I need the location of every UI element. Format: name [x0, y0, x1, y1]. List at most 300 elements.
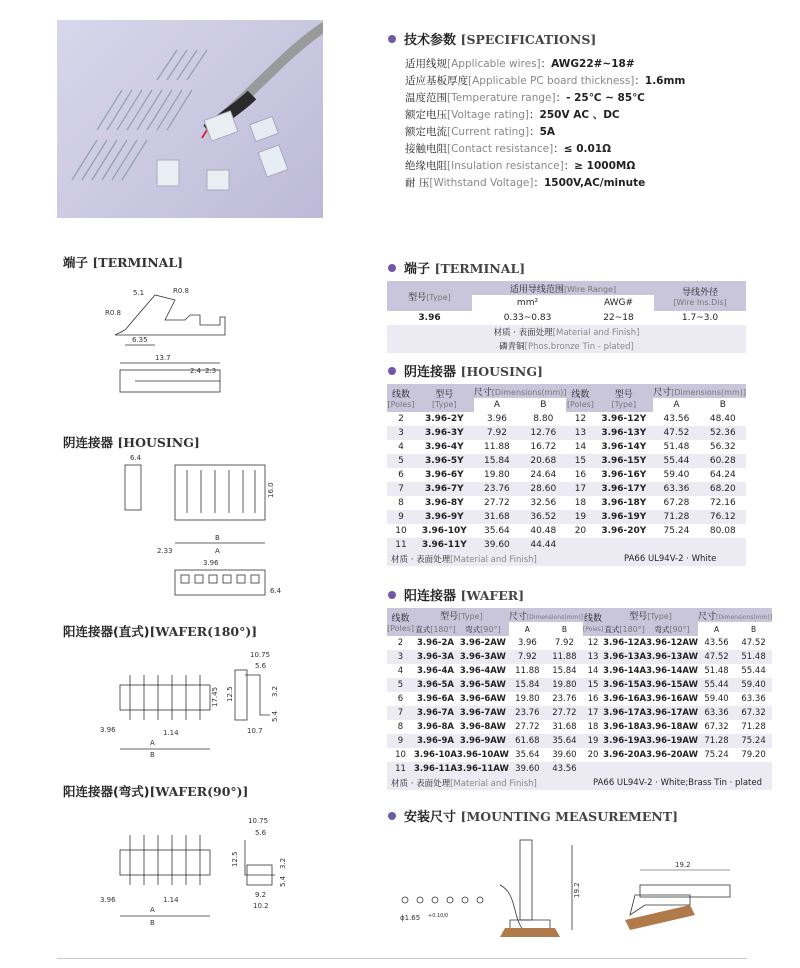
wafer-title-cn: 阳连接器: [404, 589, 457, 604]
th-type: [415, 384, 474, 412]
table-cell: 3.96-15Y: [601, 456, 647, 466]
table-cell: 40.48: [530, 526, 557, 536]
table-cell: 3.96-2Y: [424, 414, 464, 424]
table-cell: 28.60: [530, 484, 557, 494]
table-cell: 15.84: [515, 680, 540, 690]
dim-label: 2.33: [157, 547, 173, 555]
spec-row: [405, 73, 685, 90]
table-cell: 35.64: [515, 750, 540, 760]
spec-sep: ：: [563, 160, 575, 172]
table-cell: 3.96-3Y: [424, 428, 464, 438]
table-cell: 3.96-20AW: [646, 750, 698, 760]
table-cell: 3.96-13AW: [646, 652, 698, 662]
table-cell: 3.96-18Y: [601, 498, 647, 508]
dim-label: 17.45: [211, 686, 219, 707]
th-bent: [646, 622, 698, 636]
table-cell: 11: [395, 764, 406, 774]
th-dim-en: [Dimensions(mm)]: [526, 613, 583, 621]
dim-label: 12.5: [231, 851, 239, 867]
table-cell: 47.52: [704, 652, 729, 662]
th-dim: [698, 608, 772, 622]
table-cell: 7.92: [554, 638, 574, 648]
cell-dia: 1.7~3.0: [681, 313, 719, 323]
table-cell: 3.96-8AW: [459, 722, 506, 732]
table-row: [387, 678, 772, 692]
th-type: [594, 384, 653, 412]
spec-label-en: [Applicable PC board thickness]: [468, 75, 635, 87]
table-cell: 3.96-10AW: [456, 750, 509, 760]
housing-title-cn: 阴连接器: [404, 365, 457, 380]
wafer90-drawing: [100, 817, 287, 927]
table-cell: 9: [397, 736, 404, 746]
table-cell: 3.96-9AW: [459, 736, 506, 746]
table-cell: 8: [397, 722, 404, 732]
table-cell: 11.88: [484, 442, 510, 452]
table-cell: 3.96-8Y: [424, 498, 464, 508]
th-type-cn: 型号: [629, 611, 648, 622]
th-poles: [583, 608, 603, 636]
table-cell: 3.96: [517, 638, 537, 648]
dim-label: A: [215, 547, 220, 555]
table-cell: 9: [398, 512, 404, 522]
dim-label: 6.35: [132, 336, 148, 344]
wafer180-label-en: [WAFER(180°)]: [149, 624, 258, 639]
table-cell: 12: [574, 414, 587, 424]
terminal-label: [63, 253, 183, 271]
table-cell: 23.76: [484, 484, 510, 494]
th-b: B: [735, 622, 772, 636]
table-cell: 3.96-19Y: [601, 512, 647, 522]
table-cell: 3.96-9Y: [424, 512, 464, 522]
housing-title: [388, 361, 543, 380]
dim-label: 16.0: [267, 482, 275, 498]
table-row: [387, 524, 746, 538]
dim-label: 5.4: [279, 875, 287, 887]
bullet-icon: [388, 367, 396, 375]
table-cell: 59.40: [663, 470, 690, 480]
product-photo-illustration: [57, 20, 323, 218]
table-cell: 16: [574, 470, 587, 480]
terminal-material: [387, 325, 746, 339]
table-cell: 4: [397, 666, 404, 676]
th-b: B: [719, 400, 726, 410]
table-cell: 3.96-16Y: [601, 470, 647, 480]
table-row: [387, 692, 772, 706]
table-cell: 75.24: [704, 750, 729, 760]
table-cell: 15.84: [552, 666, 577, 676]
th-poles-cn: 线数: [584, 613, 603, 624]
mat-label: 材质 · 表面处理: [391, 555, 451, 565]
table-cell: 3.96: [486, 414, 507, 424]
spec-row: [405, 175, 685, 192]
terminal-title-cn: 端子: [404, 262, 431, 277]
spec-row: [405, 124, 685, 141]
table-cell: 51.48: [741, 652, 766, 662]
table-cell: 13: [587, 652, 599, 662]
table-cell: 3.96-17A: [603, 708, 647, 718]
table-cell: 17: [587, 708, 599, 718]
table-cell: 59.40: [741, 680, 766, 690]
spec-label: 额定电压: [405, 109, 447, 121]
table-cell: 13: [574, 428, 587, 438]
table-cell: 3.96-4A: [416, 666, 454, 676]
table-cell: 10: [395, 750, 406, 760]
th-poles-cn: 线数: [391, 389, 410, 400]
spec-label: 适应基板厚度: [405, 75, 468, 87]
table-row: [387, 468, 746, 482]
table-cell: 39.60: [552, 750, 577, 760]
th-bent-cn: 弯式: [654, 624, 670, 634]
th-dim-en: [Dimensions(mm)]: [491, 387, 567, 397]
mounting-drawing: [390, 825, 750, 950]
table-cell: [594, 538, 653, 552]
wafer-table: [387, 608, 772, 790]
table-cell: 3.96-12AW: [646, 638, 698, 648]
spec-label-en: [Temperature range]: [447, 92, 556, 104]
th-straight: [414, 622, 457, 636]
table-cell: 67.32: [741, 708, 766, 718]
specs-title-en: [SPECIFICATIONS]: [460, 32, 597, 47]
dim-label: A: [150, 739, 155, 747]
dim-label: ϕ1.65: [400, 914, 421, 922]
table-cell: 3.96-17Y: [601, 484, 647, 494]
spec-value: ≤ 0.01Ω: [563, 143, 612, 155]
wafer180-drawing: [100, 651, 279, 759]
mat-value-en: [Phos.bronze Tin - plated]: [524, 342, 634, 352]
housing-label-cn: 阴连接器: [63, 435, 114, 450]
spec-sep: ：: [634, 75, 645, 87]
table-cell: 19: [574, 512, 587, 522]
table-cell: 59.40: [704, 694, 729, 704]
table-cell: [653, 538, 699, 552]
table-cell: 14: [587, 666, 599, 676]
th-poles-cn: 线数: [571, 389, 590, 400]
footer-rule: [57, 958, 747, 959]
dim-label: 3.96: [100, 896, 116, 904]
th-awg: AWG#: [603, 298, 634, 309]
table-cell: 3.96-10Y: [421, 526, 467, 536]
table-cell: 20.68: [530, 456, 557, 466]
th-type: [603, 608, 698, 622]
th-dim-cn: 尺寸: [473, 387, 492, 398]
table-cell: 3.96-12A: [603, 638, 647, 648]
spec-value: - 25℃ ~ 85℃: [566, 92, 645, 104]
table-cell: 6: [397, 694, 404, 704]
table-cell: 12: [587, 638, 599, 648]
table-cell: 27.72: [484, 498, 510, 508]
table-cell: 11: [395, 540, 407, 550]
table-cell: 3.96-4AW: [459, 666, 506, 676]
table-cell: 3.96-14A: [603, 666, 647, 676]
wafer-material: [387, 776, 583, 790]
table-cell: 3.96-16AW: [646, 694, 698, 704]
th-poles: [566, 384, 594, 412]
table-cell: 3.96-17AW: [646, 708, 698, 718]
table-cell: 55.44: [663, 456, 690, 466]
th-range: [472, 281, 654, 295]
th-range-en: [Wire Range]: [563, 284, 617, 294]
table-cell: 6: [398, 470, 404, 480]
th-type: [387, 281, 472, 311]
table-row: [387, 664, 772, 678]
table-cell: 71.28: [663, 512, 690, 522]
dim-label: R0.8: [105, 309, 121, 317]
table-cell: 47.52: [663, 428, 690, 438]
dim-label: +0.10/0: [428, 913, 449, 919]
spec-value: 5A: [539, 126, 556, 138]
table-row: [387, 706, 772, 720]
table-cell: 16: [587, 694, 599, 704]
dim-label: 3.96: [203, 559, 219, 567]
table-cell: 3.96-7A: [416, 708, 454, 718]
table-cell: 3.96-20Y: [601, 526, 647, 536]
dim-label: B: [215, 534, 220, 542]
table-cell: 8: [398, 498, 404, 508]
table-cell: 63.36: [704, 708, 729, 718]
th-bent-en: [90°]: [669, 624, 690, 634]
dim-label: R0.8: [173, 287, 189, 295]
th-dim: [653, 384, 746, 398]
th-b: B: [546, 622, 583, 636]
spec-label: 适用线规: [405, 58, 447, 70]
table-row: [387, 496, 746, 510]
table-cell: 3.96-5AW: [459, 680, 506, 690]
terminal-drawing: [105, 287, 225, 392]
th-poles-en: [Poles]: [582, 625, 604, 633]
th-straight-en: [180°]: [619, 624, 645, 634]
spec-label: 接触电阻: [405, 143, 447, 155]
table-cell: 23.76: [515, 708, 540, 718]
th-a: A: [509, 622, 546, 636]
wafer180-label-cn: 阳连接器(直式): [63, 624, 150, 639]
th-type-cn: 型号: [408, 292, 427, 303]
spec-sep: ：: [529, 126, 540, 138]
table-cell: 3: [398, 428, 404, 438]
th-straight: [603, 622, 646, 636]
dim-label: 5.4: [271, 710, 279, 722]
spec-row: [405, 56, 685, 73]
spec-label: 额定电流: [405, 126, 447, 138]
table-cell: 35.64: [484, 526, 510, 536]
housing-drawing: [125, 454, 282, 595]
th-dim: [474, 384, 567, 398]
table-cell: 3.96-15A: [603, 680, 647, 690]
table-cell: 11.88: [515, 666, 540, 676]
spec-label: 温度范围: [405, 92, 447, 104]
th-straight-cn: 直式: [415, 624, 431, 634]
table-cell: 20: [587, 750, 599, 760]
table-cell: 11.88: [552, 652, 577, 662]
bullet-icon: [388, 812, 396, 820]
table-cell: 3.96-14Y: [601, 442, 647, 452]
spec-label: 绝缘电阻: [405, 160, 447, 172]
table-cell: 3.96-19AW: [646, 736, 698, 746]
table-row: [387, 650, 772, 664]
th-type-en: [Type]: [458, 611, 483, 621]
table-cell: 7.92: [486, 428, 507, 438]
th-a: A: [493, 400, 500, 410]
th-straight-cn: 直式: [604, 624, 620, 634]
th-dia-en: [Wire Ins.Dis]: [673, 297, 727, 307]
table-cell: 3.96-16A: [603, 694, 647, 704]
dim-label: 3.2: [271, 685, 279, 697]
th-dim-cn: 尺寸: [508, 611, 527, 622]
th-type-en: [Type]: [431, 399, 457, 409]
table-cell: [566, 538, 594, 552]
table-cell: 5: [398, 456, 404, 466]
table-cell: 3.96-8A: [416, 722, 454, 732]
th-poles-cn: 线数: [391, 613, 410, 624]
mat-label-en: [Material and Finish]: [552, 328, 640, 338]
table-cell: [646, 762, 698, 776]
spec-value: 1500V,AC/minute: [543, 177, 646, 189]
wafer90-label-cn: 阳连接器(弯式): [63, 784, 150, 799]
th-type-cn: 型号: [440, 611, 459, 622]
th-dim-en: [Dimensions(mm)]: [671, 387, 746, 397]
mat-label-en: [Material and Finish]: [450, 555, 537, 565]
dim-label: 10.7: [247, 727, 263, 735]
table-row: [387, 748, 772, 762]
spec-label-en: [Current rating]: [447, 126, 530, 138]
table-cell: 12.76: [530, 428, 557, 438]
dim-label: 1.14: [163, 729, 179, 737]
spec-row: [405, 107, 685, 124]
table-row: [387, 454, 746, 468]
table-cell: 15: [574, 456, 587, 466]
table-cell: 60.28: [709, 456, 736, 466]
table-cell: 32.56: [530, 498, 557, 508]
table-cell: 75.24: [741, 736, 766, 746]
dim-label: 3.96: [100, 726, 116, 734]
mat-label-en: [Material and Finish]: [450, 779, 537, 789]
terminal-title: [388, 258, 525, 277]
table-cell: 15.84: [484, 456, 510, 466]
table-cell: 3.96-14AW: [646, 666, 698, 676]
spec-label-en: [Voltage rating]: [447, 109, 530, 121]
table-cell: 61.68: [515, 736, 540, 746]
table-cell: 7: [397, 708, 404, 718]
dim-label: B: [150, 919, 155, 927]
spec-label-en: [Withstand Voltage]: [429, 177, 534, 189]
table-cell: 15: [587, 680, 599, 690]
dim-label: 2.3: [205, 367, 217, 375]
table-cell: 3.96-3A: [416, 652, 454, 662]
th-type-cn: 型号: [435, 389, 454, 400]
spec-value: AWG22#~18#: [551, 58, 635, 70]
table-cell: 2: [398, 414, 404, 424]
th-range-cn: 适用导线范围: [509, 284, 564, 295]
table-cell: 24.64: [530, 470, 557, 480]
spec-value: 1.6mm: [644, 75, 686, 87]
housing-material: [387, 552, 594, 566]
table-row: [387, 538, 746, 552]
spec-sep: ：: [540, 58, 552, 70]
th-b: B: [540, 400, 547, 410]
product-photo: [57, 20, 323, 218]
specs-list: [405, 56, 685, 192]
table-cell: [735, 762, 772, 776]
dim-label: 19.2: [675, 861, 691, 869]
th-straight-en: [180°]: [430, 624, 456, 634]
th-dim-cn: 尺寸: [653, 387, 672, 398]
table-cell: 3.96-10A: [414, 750, 457, 760]
table-cell: 51.48: [663, 442, 690, 452]
table-cell: 3.96-9A: [416, 736, 454, 746]
table-cell: 43.56: [552, 764, 577, 774]
terminal-label-en: [TERMINAL]: [92, 255, 184, 270]
table-row: [387, 440, 746, 454]
table-cell: 55.44: [741, 666, 766, 676]
technical-drawings: [95, 275, 355, 955]
dim-label: 6.4: [130, 454, 142, 462]
table-cell: 7.92: [517, 652, 537, 662]
table-cell: 3.96-2AW: [459, 638, 506, 648]
table-cell: 18: [574, 498, 587, 508]
spec-sep: ：: [529, 109, 540, 121]
mounting-title: [388, 806, 678, 825]
th-type-en: [Type]: [611, 399, 637, 409]
table-cell: 19.80: [515, 694, 540, 704]
th-poles-en: [Poles]: [566, 399, 594, 409]
spec-label: 耐 压: [405, 177, 430, 189]
table-cell: 3.96-2A: [416, 638, 454, 648]
spec-sep: ：: [555, 92, 567, 104]
dim-label: 10.2: [253, 902, 269, 910]
spec-row: [405, 90, 685, 107]
terminal-label-cn: 端子: [63, 255, 89, 270]
th-a: A: [698, 622, 735, 636]
th-bent: [457, 622, 509, 636]
table-cell: 3.96-18A: [603, 722, 647, 732]
th-dia: [654, 281, 746, 311]
dim-label: 10.75: [248, 817, 269, 825]
th-type-en: [Type]: [426, 292, 451, 302]
th-dim: [509, 608, 583, 622]
table-cell: [603, 762, 646, 776]
dim-label: A: [150, 906, 155, 914]
table-cell: 80.08: [709, 526, 736, 536]
table-cell: 18: [587, 722, 599, 732]
table-cell: 3.96-15AW: [646, 680, 698, 690]
table-cell: 43.56: [704, 638, 729, 648]
dim-label: 1.14: [163, 896, 179, 904]
mat-label: 材质 · 表面处理: [391, 779, 451, 789]
dim-label: 6.4: [270, 587, 282, 595]
dim-label: 19.2: [573, 882, 581, 898]
table-cell: 10: [395, 526, 407, 536]
th-type-cn: 型号: [614, 389, 633, 400]
spec-label-en: [Applicable wires]: [447, 58, 541, 70]
dim-label: 3.2: [279, 857, 287, 869]
spec-label-en: [Contact resistance]: [447, 143, 554, 155]
bullet-icon: [388, 35, 396, 43]
table-cell: 3.96-11Y: [421, 540, 467, 550]
mat-label: 材质 · 表面处理: [493, 328, 553, 338]
table-cell: 3.96-13A: [603, 652, 647, 662]
table-cell: 51.48: [704, 666, 729, 676]
table-cell: 71.28: [704, 736, 729, 746]
bullet-icon: [388, 591, 396, 599]
table-cell: 31.68: [484, 512, 510, 522]
mounting-title-cn: 安装尺寸: [404, 810, 457, 825]
table-cell: 5: [397, 680, 404, 690]
wafer-title: [388, 585, 524, 604]
table-row: [387, 510, 746, 524]
table-cell: 27.72: [552, 708, 577, 718]
th-type-en: [Type]: [647, 611, 672, 621]
table-cell: 76.12: [709, 512, 736, 522]
table-cell: 3.96-7AW: [459, 708, 506, 718]
